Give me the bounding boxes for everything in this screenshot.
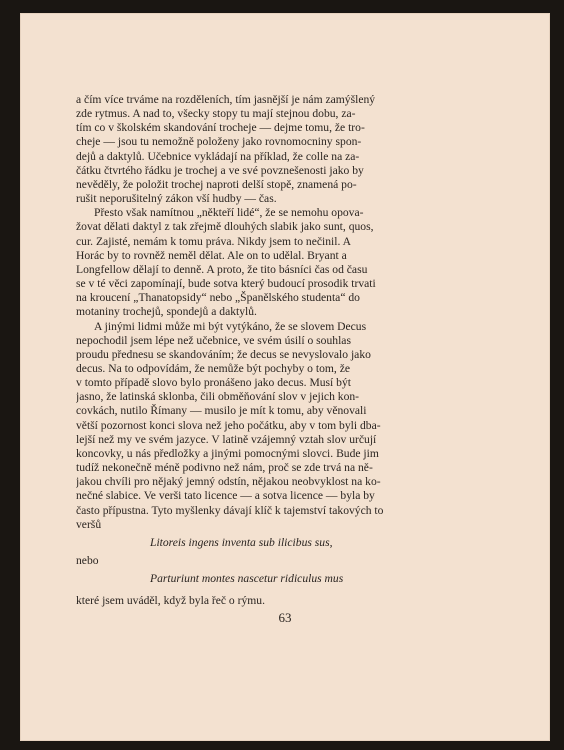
paragraph-2 xyxy=(76,206,450,319)
latin-quote-1: Litoreis ingens inventa sub ilicibus sus, xyxy=(150,535,333,549)
text-line: větší pozornost konci slova než jeho počátku, aby v tom byli dba- xyxy=(76,418,381,432)
text-line: a čím více trváme na rozděleních, tím jasnější je nám zamýšlený xyxy=(76,93,376,106)
text-line: rušit neporušitelný zákon vší hudby — čas. xyxy=(76,192,277,206)
text-line: proudu přednesu se skandováním; že decus se nevyslovalo jako xyxy=(76,347,371,361)
text-line: jakou chvíli pro nějaký jemný odstín, nějakou neobvyklost na ko- xyxy=(76,475,381,489)
text-line: v tomto případě slovo bylo pronášeno jako decus. Musí být xyxy=(76,376,351,390)
latin-quote-2: Parturiunt montes nascetur ridiculus mus xyxy=(150,572,344,586)
text-line: veršů xyxy=(76,517,102,531)
paragraph-3 xyxy=(76,320,450,532)
text-line: Přesto však namítnou „někteří lidé“, že se nemohu opova- xyxy=(94,206,364,220)
text-line: koncovky, u nás předložky a jinými pomocnými slovci. Bude jim xyxy=(76,446,379,460)
text-line: covkách, nutilo Římany — musilo je mít k tomu, aby věnovali xyxy=(76,404,367,418)
text-line: Longfellow dělají to denně. A proto, že tito básníci čas od času xyxy=(76,262,368,276)
text-line: A jinými lidmi může mi být vytýkáno, že se slovem Decus xyxy=(94,319,367,333)
text-line: motaniny trochejů, spondejů a daktylů. xyxy=(76,305,257,319)
connector-word: nebo xyxy=(76,554,99,567)
text-line: nečné slabice. Ve verši tato licence — a sotva licence — byla by xyxy=(76,489,375,503)
text-column xyxy=(76,93,450,608)
text-line: jasno, že latinská sklonba, čili obměňování slov v jejich kon- xyxy=(76,390,360,404)
page-number: 63 xyxy=(278,610,292,625)
closing-line: které jsem uváděl, když byla řeč o rýmu. xyxy=(76,594,265,608)
text-line: dejů a daktylů. Učebnice vykládají na příklad, že colle na za- xyxy=(76,149,360,163)
text-line: čátku čtvrtého řádku je trochej a ve své povznešenosti jako by xyxy=(76,163,364,177)
text-line: tudíž nekonečně méně podivno než nám, proč se zde trvá na ně- xyxy=(76,461,373,475)
paragraph-1 xyxy=(76,93,450,206)
text-line: cur. Zajisté, nemám k tomu práva. Nikdy jsem to nečinil. A xyxy=(76,234,351,248)
text-line: nepochodil jsem lépe než učebnice, ve svém úsilí o souhlas xyxy=(76,333,351,347)
text-line: na kroucení „Thanatopsidy“ nebo „Španělského studenta“ do xyxy=(76,291,360,305)
text-line: se v té věci zapomínají, bude sotva který budoucí prosodik trvati xyxy=(76,277,376,291)
text-line: Horác by to rovněž neměl dělat. Ale on to udělal. Bryant a xyxy=(76,248,347,262)
text-line: často přípustna. Tyto myšlenky dávají klíč k tajemství takových to xyxy=(76,503,384,517)
text-line: tím co v školském skandování trocheje — dejme tomu, že tro- xyxy=(76,121,365,135)
text-line: cheje — jsou tu nemožně položeny jako rovnomocniny spon- xyxy=(76,135,362,149)
book-page xyxy=(20,13,550,741)
text-line: decus. Na to odpovídám, že nemůže být pochyby o tom, že xyxy=(76,361,350,375)
text-line: nevěděly, že položit trochej naproti delší stopě, znamená po- xyxy=(76,177,357,191)
text-line: lejší než my ve svém jazyce. V latině vzájemný vztah slov určují xyxy=(76,432,377,446)
text-line: zde rytmus. A nad to, všecky stopy tu mají stejnou dobu, za- xyxy=(76,107,356,121)
text-line: žovat dělati daktyl z tak zřejmě dlouhých slabik jako sunt, quos, xyxy=(76,220,374,234)
